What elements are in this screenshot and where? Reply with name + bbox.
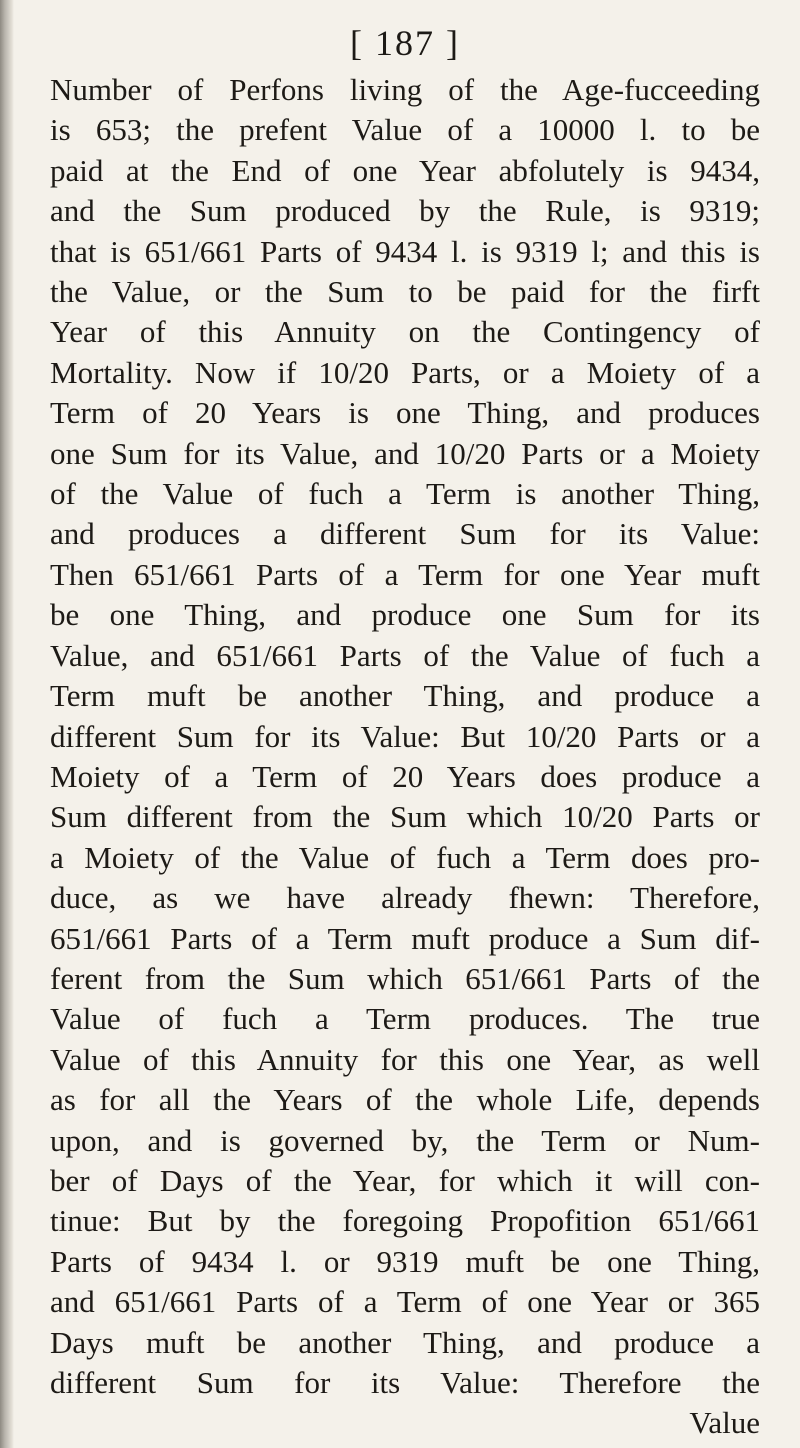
text-line: Year of this Annuity on the Contingency of [50, 314, 760, 350]
text-line: Term of 20 Years is one Thing, and produces [50, 395, 760, 431]
text-line: be one Thing, and produce one Sum for its [50, 597, 760, 633]
text-line: Sum different from the Sum which 10/20 Parts or [50, 799, 760, 835]
text-line: Days muft be another Thing, and produce a [50, 1324, 760, 1360]
page-number: [ 187 ] [350, 23, 460, 63]
text-line: paid at the End of one Year abfolutely is 9434, [50, 152, 760, 188]
text-line: Value, and 651/661 Parts of the Value of fuch a [50, 637, 760, 673]
text-line: duce, as we have already fhewn: Therefore, [50, 880, 760, 916]
text-line: Then 651/661 Parts of a Term for one Year muft [50, 556, 760, 592]
text-line: Term muft be another Thing, and produce a [50, 678, 760, 714]
text-line: the Value, or the Sum to be paid for the firft [50, 274, 760, 310]
text-line: 651/661 Parts of a Term muft produce a Sum dif- [50, 920, 760, 956]
text-line: upon, and is governed by, the Term or Num- [50, 1122, 760, 1158]
text-line: that is 651/661 Parts of 9434 l. is 9319 l; and this is [50, 233, 760, 269]
text-line: Parts of 9434 l. or 9319 muft be one Thing, [50, 1243, 760, 1279]
text-line: is 653; the prefent Value of a 10000 l. to be [50, 112, 760, 148]
text-line: Moiety of a Term of 20 Years does produce a [50, 758, 760, 794]
text-line: different Sum for its Value: Therefore the [50, 1365, 760, 1400]
text-line: and 651/661 Parts of a Term of one Year or 365 [50, 1284, 760, 1320]
book-binding-edge [0, 0, 14, 1448]
text-line: Mortality. Now if 10/20 Parts, or a Moiety of a [50, 354, 760, 390]
book-page [50, 18, 760, 1441]
text-line: Value [689, 1405, 760, 1441]
text-line: as for all the Years of the whole Life, depends [50, 1082, 760, 1118]
text-line: a Moiety of the Value of fuch a Term does pro- [50, 839, 760, 875]
body-text [50, 70, 760, 1444]
text-line: tinue: But by the foregoing Propofition 651/661 [50, 1203, 760, 1239]
text-line: one Sum for its Value, and 10/20 Parts or a Moiety [50, 435, 760, 471]
text-line: and produces a different Sum for its Value: [50, 516, 760, 552]
text-line: Number of Perfons living of the Age-fucceeding [50, 72, 760, 107]
text-line: ber of Days of the Year, for which it will con- [50, 1162, 760, 1198]
text-line: Value of fuch a Term produces. The true [50, 1001, 760, 1037]
text-line: different Sum for its Value: But 10/20 Parts or a [50, 718, 760, 754]
text-line: of the Value of fuch a Term is another Thing, [50, 476, 760, 512]
text-line: ferent from the Sum which 651/661 Parts of the [50, 960, 760, 996]
text-line: and the Sum produced by the Rule, is 9319; [50, 193, 760, 229]
text-line: Value of this Annuity for this one Year, as well [50, 1041, 760, 1077]
